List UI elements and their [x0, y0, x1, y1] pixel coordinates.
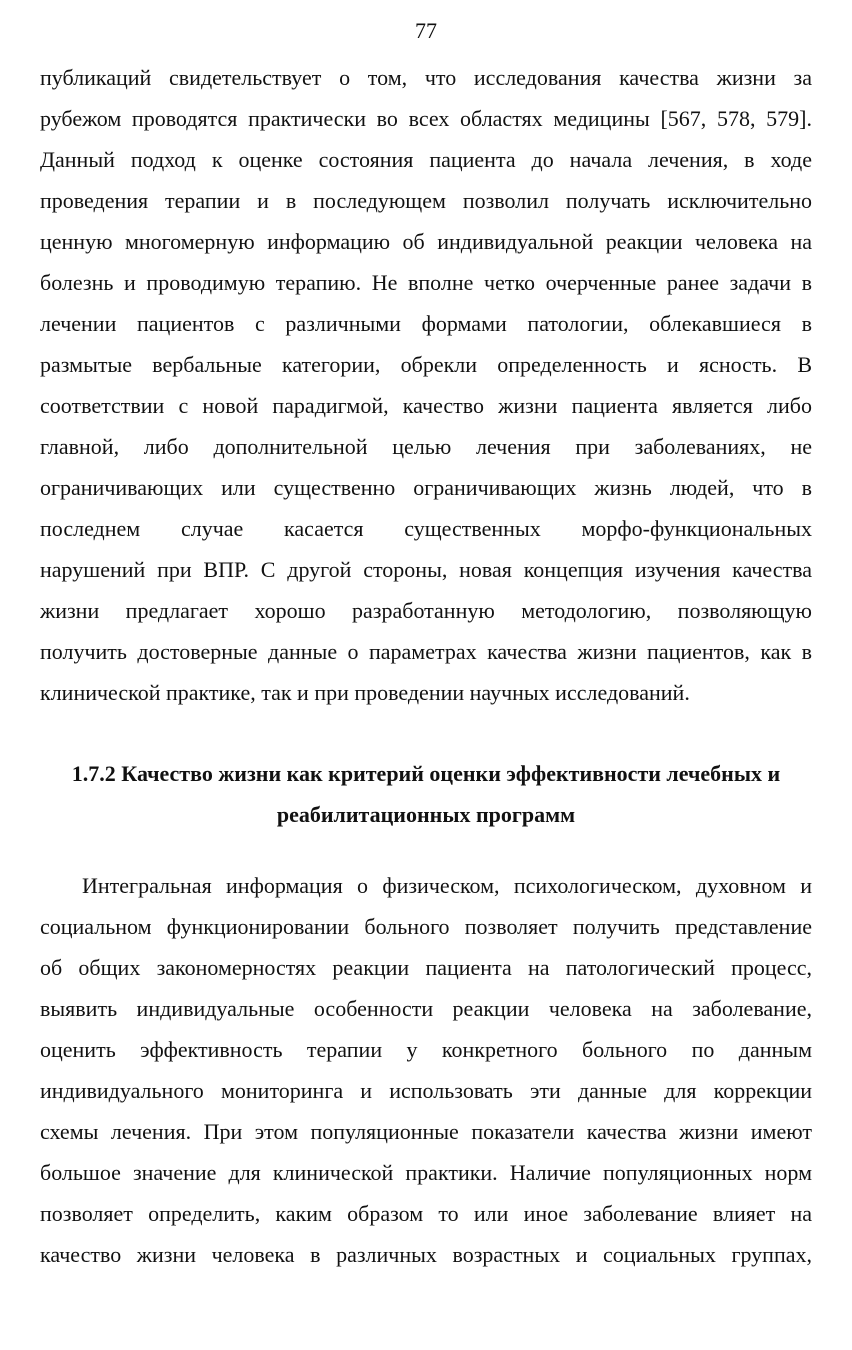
- paragraph-line: Данный подход к оценке состояния пациента до начала лечения, в ходе: [40, 147, 812, 172]
- paragraph-line: Интегральная информация о физическом, психологическом, духовном и: [82, 873, 812, 898]
- paragraph-line: клинической практике, так и при проведении научных исследований.: [40, 680, 690, 705]
- page-number: 77: [415, 18, 437, 43]
- paragraph-line: жизни предлагает хорошо разработанную методологию, позволяющую: [40, 598, 812, 623]
- paragraph-line: об общих закономерностях реакции пациента на патологический процесс,: [40, 955, 812, 980]
- paragraph-line: выявить индивидуальные особенности реакции человека на заболевание,: [40, 996, 812, 1021]
- paragraph-line: лечении пациентов с различными формами патологии, облекавшиеся в: [40, 311, 812, 336]
- paragraph-line: публикаций свидетельствует о том, что исследования качества жизни за: [40, 65, 812, 90]
- paragraph-line: размытые вербальные категории, обрекли определенность и ясность. В: [40, 352, 812, 377]
- paragraph-line: последнем случае касается существенных морфо-функциональных: [40, 516, 812, 541]
- paragraph-line: большое значение для клинической практики. Наличие популяционных норм: [40, 1160, 812, 1185]
- paragraph-line: нарушений при ВПР. С другой стороны, новая концепция изучения качества: [40, 557, 812, 582]
- section-heading: 1.7.2 Качество жизни как критерий оценки эффективности лечебных и: [71, 761, 781, 786]
- paragraph-line: получить достоверные данные о параметрах качества жизни пациентов, как в: [40, 639, 812, 664]
- paragraph-line: социальном функционировании больного позволяет получить представление: [40, 914, 812, 939]
- paragraph-line: схемы лечения. При этом популяционные показатели качества жизни имеют: [40, 1119, 812, 1144]
- paragraph-line: проведения терапии и в последующем позволил получать исключительно: [40, 188, 812, 213]
- paragraph-line: ограничивающих или существенно ограничивающих жизнь людей, что в: [40, 475, 812, 500]
- paragraph-line: болезнь и проводимую терапию. Не вполне четко очерченные ранее задачи в: [40, 270, 812, 295]
- paragraph-line: рубежом проводятся практически во всех областях медицины [567, 578, 579].: [40, 106, 812, 131]
- paragraph-line: качество жизни человека в различных возрастных и социальных группах,: [40, 1242, 812, 1267]
- paragraph-line: оценить эффективность терапии у конкретного больного по данным: [40, 1037, 812, 1062]
- paragraph-line: ценную многомерную информацию об индивидуальной реакции человека на: [40, 229, 812, 254]
- paragraph-line: главной, либо дополнительной целью лечения при заболеваниях, не: [40, 434, 812, 459]
- paragraph-line: индивидуального мониторинга и использовать эти данные для коррекции: [40, 1078, 812, 1103]
- paragraph-line: позволяет определить, каким образом то или иное заболевание влияет на: [40, 1201, 812, 1226]
- section-heading-continued: реабилитационных программ: [276, 802, 576, 827]
- paragraph-line: соответствии с новой парадигмой, качество жизни пациента является либо: [40, 393, 812, 418]
